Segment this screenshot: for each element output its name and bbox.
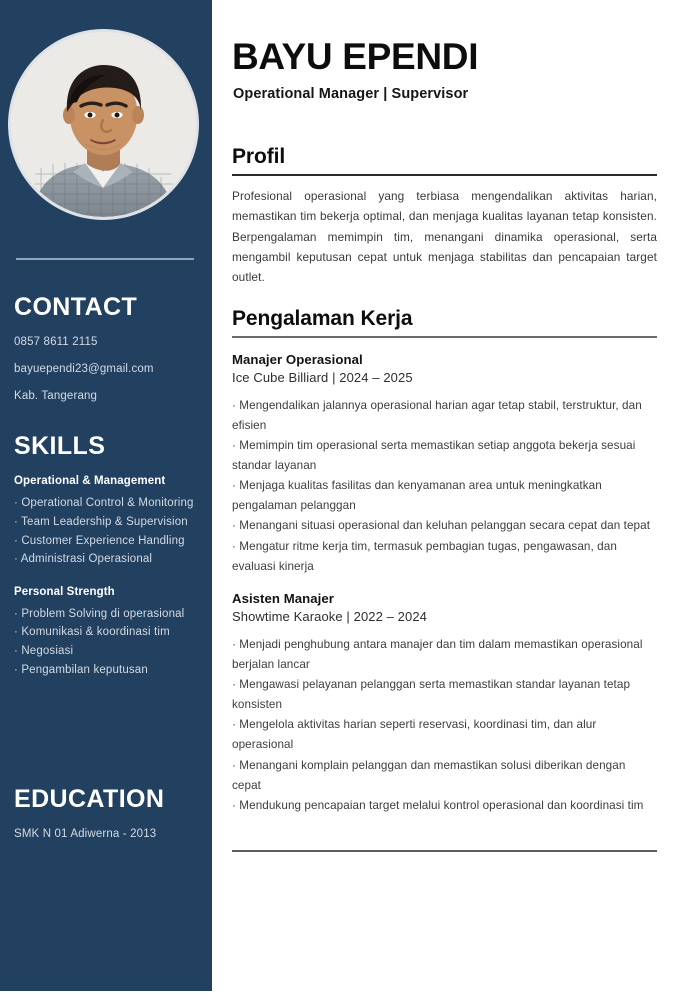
contact-heading: CONTACT — [14, 293, 138, 321]
main-content — [232, 0, 676, 1000]
skill-item: · Negosiasi — [14, 645, 74, 657]
skill-item: · Administrasi Operasional — [14, 553, 153, 566]
experience-heading: Pengalaman Kerja — [232, 307, 413, 330]
experience-job-meta: Showtime Karaoke | 2022 – 2024 — [232, 608, 428, 624]
job-role-subtitle: Operational Manager | Supervisor — [233, 86, 469, 102]
avatar — [11, 32, 196, 217]
contact-phone[interactable]: 0857 8611 2115 — [14, 336, 98, 349]
sidebar — [0, 0, 212, 991]
experience-entry — [232, 591, 662, 816]
skills-group-label-personal: Personal Strength — [14, 585, 115, 598]
experience-bullet: · Memimpin tim operasional serta memastikan setiap anggota bekerja sesuai standar layanan — [232, 438, 636, 473]
experience-bullet: · Mendukung pencapaian target melalui kontrol operasional dan koordinasi tim — [232, 798, 644, 812]
skill-item: · Pengambilan keputusan — [14, 663, 148, 676]
experience-bullet: · Mengawasi pelayanan pelanggan serta memastikan standar layanan tetap konsisten — [232, 678, 631, 712]
skill-item: · Komunikasi & koordinasi tim — [14, 626, 170, 639]
sidebar-divider — [16, 258, 194, 260]
experience-bullet: · Menangani komplain pelanggan dan memastikan solusi diberikan dengan cepat — [232, 758, 626, 792]
experience-bullet: · Menjaga kualitas fasilitas dan kenyamanan area untuk meningkatkan pengalaman pelanggan — [232, 479, 602, 513]
experience-job-meta: Ice Cube Billiard | 2024 – 2025 — [232, 369, 413, 385]
contact-location: Kab. Tangerang — [14, 389, 98, 402]
experience-bullet: · Mengelola aktivitas harian seperti reservasi, koordinasi tim, dan alur operasional — [232, 718, 597, 752]
skills-heading: SKILLS — [14, 432, 106, 460]
profil-section — [232, 145, 662, 288]
experience-section — [232, 307, 662, 816]
experience-bullet: · Menangani situasi operasional dan keluhan pelanggan secara cepat dan tepat — [232, 519, 651, 533]
education-section — [14, 786, 200, 844]
experience-entry — [232, 352, 662, 577]
skills-group-label-operational: Operational & Management — [14, 475, 166, 488]
education-heading: EDUCATION — [14, 785, 165, 813]
experience-job-title: Manajer Operasional — [232, 351, 363, 367]
experience-job-title: Asisten Manajer — [232, 590, 334, 606]
profil-text: Profesional operasional yang terbiasa mengendalikan aktivitas harian, memastikan tim bekerja optimal, dan menjaga kualitas layanan tetap konsisten. Berpengalaman memimpin tim, menangani dinamika operasional, serta mengambil keputusan cepat untuk menjaga stabilitas dan pencapaian target outlet. — [232, 189, 657, 285]
skill-item: · Operational Control & Monitoring — [14, 497, 194, 510]
contact-email[interactable]: bayuependi23@gmail.com — [14, 363, 154, 376]
skill-item: · Customer Experience Handling — [14, 534, 185, 547]
skill-item: · Team Leadership & Supervision — [14, 515, 188, 528]
skill-item: · Problem Solving di operasional — [14, 607, 185, 620]
page-title: BAYU EPENDI — [232, 36, 479, 77]
skills-section — [14, 433, 200, 679]
profil-rule — [232, 174, 657, 176]
experience-bullet: · Mengendalikan jalannya operasional harian agar tetap stabil, terstruktur, dan efisien — [232, 398, 642, 432]
experience-rule — [232, 336, 657, 338]
experience-bullet-list — [232, 396, 662, 577]
education-entry: SMK N 01 Adiwerna - 2013 — [14, 828, 157, 841]
experience-bullet-list — [232, 635, 662, 816]
experience-bullet: · Menjadi penghubung antara manajer dan tim dalam memastikan operasional berjalan lancar — [232, 637, 643, 671]
profil-heading: Profil — [232, 145, 286, 168]
profile-photo-illustration — [11, 32, 196, 217]
contact-section — [14, 294, 200, 415]
bottom-rule — [232, 850, 657, 852]
experience-bullet: · Mengatur ritme kerja tim, termasuk pembagian tugas, pengawasan, dan evaluasi kinerja — [232, 539, 617, 573]
